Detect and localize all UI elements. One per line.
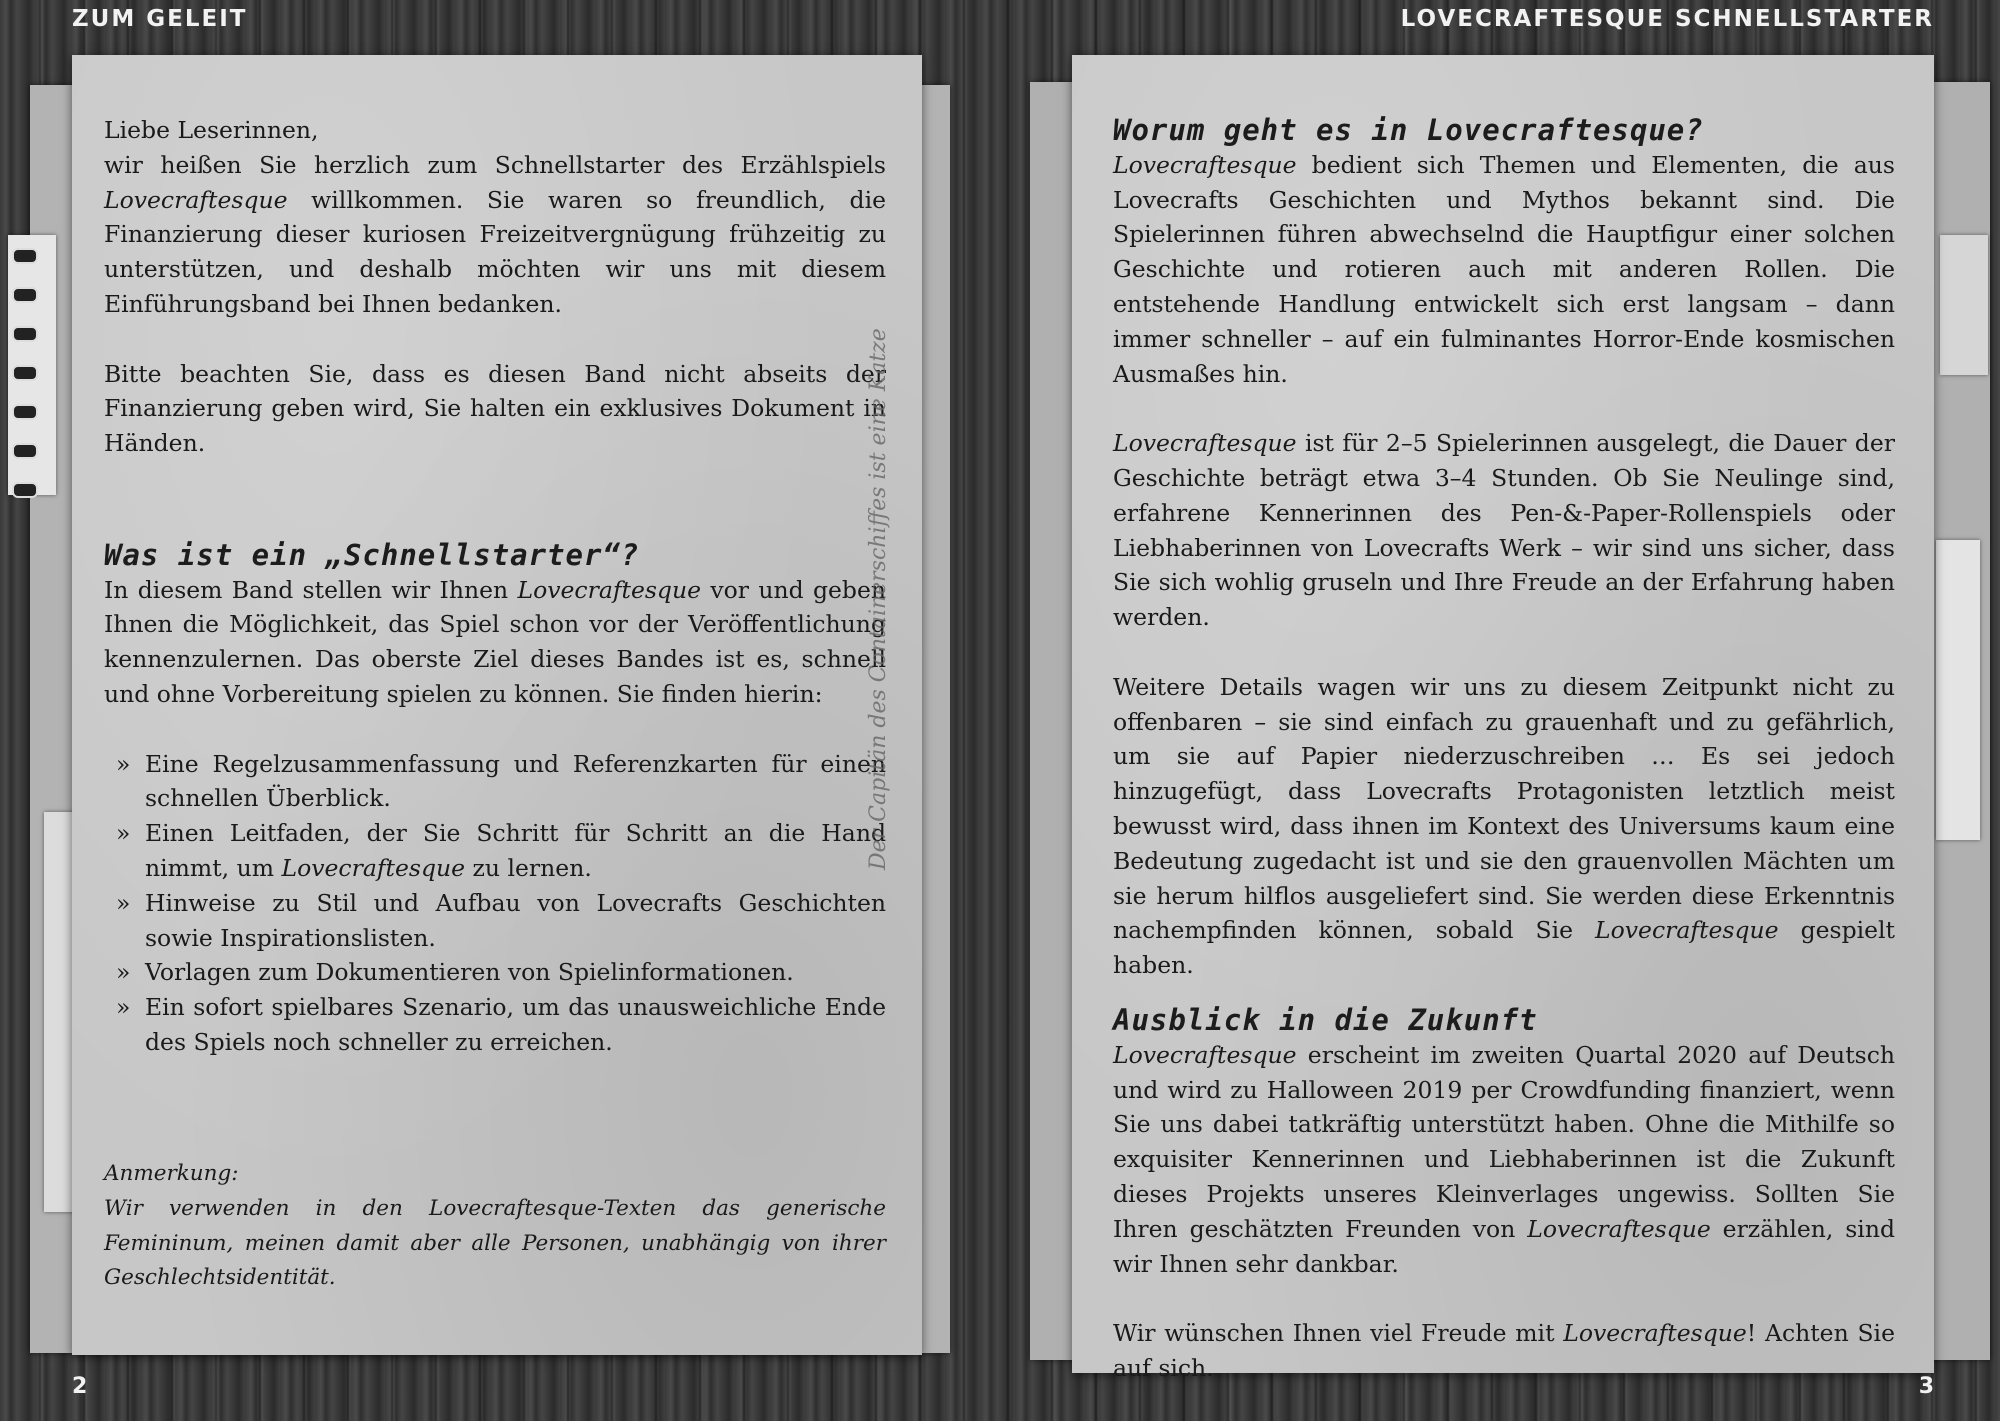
note-label: Anmerkung: (104, 1161, 239, 1186)
paragraph (1113, 148, 1895, 392)
note-text: Wir verwenden in den Lovecraftesque-Texten das generische Femininum, meinen damit aber alle Personen, unabhängig von ihrer Geschlechtsidentität. (104, 1195, 886, 1291)
section-text-b: vor und geben Ihnen die Möglichkeit, das Spiel schon vor der Veröffentlichung kennenzulernen. Das oberste Ziel dieses Bandes ist es, schnell und ohne Vorbereitung spielen zu können. Sie finden hierin: (104, 575, 887, 708)
list-item-text: Hinweise zu Stil und Aufbau von Lovecrafts Geschichten sowie Inspirationslisten. (145, 888, 886, 952)
heading-schnellstarter: Was ist ein „Schnellstarter“? (104, 537, 640, 572)
intro-paragraph-2: Bitte beachten Sie, dass es diesen Band nicht abseits der Finanzierung geben wird, Sie halten ein exklusives Dokument in Händen. (104, 359, 886, 458)
bullet-marker: » (116, 749, 131, 778)
running-head-left: ZUM GELEIT (72, 6, 248, 32)
heading-worum: Worum geht es in Lovecraftesque? (1113, 113, 1704, 147)
intro-text-em: Lovecraftesque (104, 185, 288, 214)
list-item-text: Ein sofort spielbares Szenario, um das unausweichliche Ende des Spiels noch schneller zu erreichen. (145, 993, 886, 1056)
paragraph-text: bedient sich Themen und Elementen, die aus Lovecrafts Geschichten und Mythos bekannt sind. Die Spielerinnen führen abwechselnd die Hauptfigur einer solchen Geschichte und rotieren auch mit anderen Rollen. Die entstehende Handlung entwickelt sich erst langsam – dann immer schneller – auf ein fulminantes Horror-Ende kosmischen Ausmaßes hin. (1113, 150, 1895, 388)
bullet-marker: » (116, 888, 131, 917)
list-item (104, 816, 886, 886)
right-tab-strip-top (1940, 235, 1988, 375)
paragraph-em: Lovecraftesque (1527, 1214, 1711, 1243)
paragraph-em: Lovecraftesque (1113, 1040, 1297, 1069)
bullet-marker: » (116, 993, 131, 1022)
paragraph-em: Lovecraftesque (1595, 916, 1779, 945)
intro-text-a: wir heißen Sie herzlich zum Schnellstarter des Erzählspiels (104, 150, 886, 179)
page-number-left: 2 (72, 1374, 88, 1399)
list-item-text: Vorlagen zum Dokumentieren von Spielinformationen. (145, 958, 794, 987)
paragraph-text: Wir wünschen Ihnen viel Freude mit (1113, 1319, 1564, 1348)
list-item (104, 886, 886, 956)
left-page-text (104, 113, 886, 1060)
paragraph (1113, 1038, 1895, 1282)
paragraph-text-end: erzählen, sind wir Ihnen sehr dankbar. (1113, 1214, 1896, 1278)
notepad-rings (12, 248, 38, 521)
footnote (104, 1157, 886, 1296)
list-item (104, 990, 886, 1060)
paragraph (1113, 1316, 1895, 1386)
paragraph-text: erscheint im zweiten Quartal 2020 auf Deutsch und wird zu Halloween 2019 per Crowdfunding finanziert, wenn Sie uns dabei tatkräftig unterstützt haben. Ohne die Mithilfe so exquisiter Kennerinnen und Liebhaberinnen ist die Zukunft dieses Projekts unseres Kleinverlages ungewiss. Sollten Sie Ihren geschätzten Freunden von (1113, 1040, 1895, 1243)
list-item-text: Einen Leitfaden, der Sie Schritt für Schritt an die Hand nimmt, um (145, 819, 886, 882)
list-item (104, 955, 886, 990)
page-number-right: 3 (1918, 1374, 1934, 1399)
right-page-text (1113, 113, 1895, 1386)
section-text-em: Lovecraftesque (517, 575, 702, 604)
bullet-marker: » (116, 958, 131, 987)
list-item-em: Lovecraftesque (281, 853, 466, 882)
handwritten-signature: Der Capitän des Containerschiffes ist eine Katze (866, 328, 891, 870)
intro-paragraph (104, 148, 886, 322)
section-paragraph (104, 573, 886, 712)
paragraph (1113, 670, 1895, 983)
heading-ausblick: Ausblick in die Zukunft (1113, 1002, 1538, 1037)
paragraph-text: Weitere Details wagen wir uns zu diesem Zeitpunkt nicht zu offenbaren – sie sind einfach zu grauenhaft und zu gefährlich, um sie auf Papier niederzuschreiben … Es sei jedoch hinzugefügt, dass Lovecrafts Protagonisten letztlich meist bewusst wird, dass ihnen im Kontext des Universums kaum eine Bedeutung zugedacht ist und sie den grauenvollen Mächten um sie herum hilflos ausgeliefert sind. Sie werden diese Erkenntnis nachempfinden können, sobald Sie (1113, 672, 1895, 945)
intro-text-b: willkommen. Sie waren so freundlich, die Finanzierung dieser kuriosen Freizeitvergnügung frühzeitig zu unterstützen, und deshalb möchten wir uns mit diesem Einführungsband bei Ihnen bedanken. (104, 185, 886, 318)
salutation: Liebe Leserinnen, (104, 116, 319, 144)
paragraph (1113, 426, 1895, 635)
right-tab-strip (1936, 540, 1980, 840)
paragraph-text-end: ! Achten Sie auf sich. (1113, 1319, 1895, 1382)
list-item (104, 747, 886, 817)
running-head-right: LOVECRAFTESQUE SCHNELLSTARTER (1400, 6, 1934, 32)
bullet-marker: » (116, 819, 131, 848)
paragraph-em: Lovecraftesque (1113, 429, 1297, 458)
paragraph-em: Lovecraftesque (1563, 1319, 1747, 1348)
list-item-text-end: zu lernen. (465, 853, 592, 882)
paragraph-em: Lovecraftesque (1113, 150, 1297, 179)
paragraph-text-end: gespielt haben. (1113, 916, 1895, 980)
contents-list (104, 747, 886, 1060)
paragraph-text: ist für 2–5 Spielerinnen ausgelegt, die Dauer der Geschichte beträgt etwa 3–4 Stunden. Ob Sie Neulinge sind, erfahrene Kennerinnen des Pen-&-Paper-Rollenspiels oder Liebhaberinnen von Lovecrafts Werk – wir sind uns sicher, dass Sie sich wohlig gruseln und Ihre Freude an der Erfahrung haben werden. (1113, 429, 1895, 632)
list-item-text: Eine Regelzusammenfassung und Referenzkarten für einen schnellen Überblick. (145, 749, 886, 813)
section-text-a: In diesem Band stellen wir Ihnen (104, 575, 518, 604)
